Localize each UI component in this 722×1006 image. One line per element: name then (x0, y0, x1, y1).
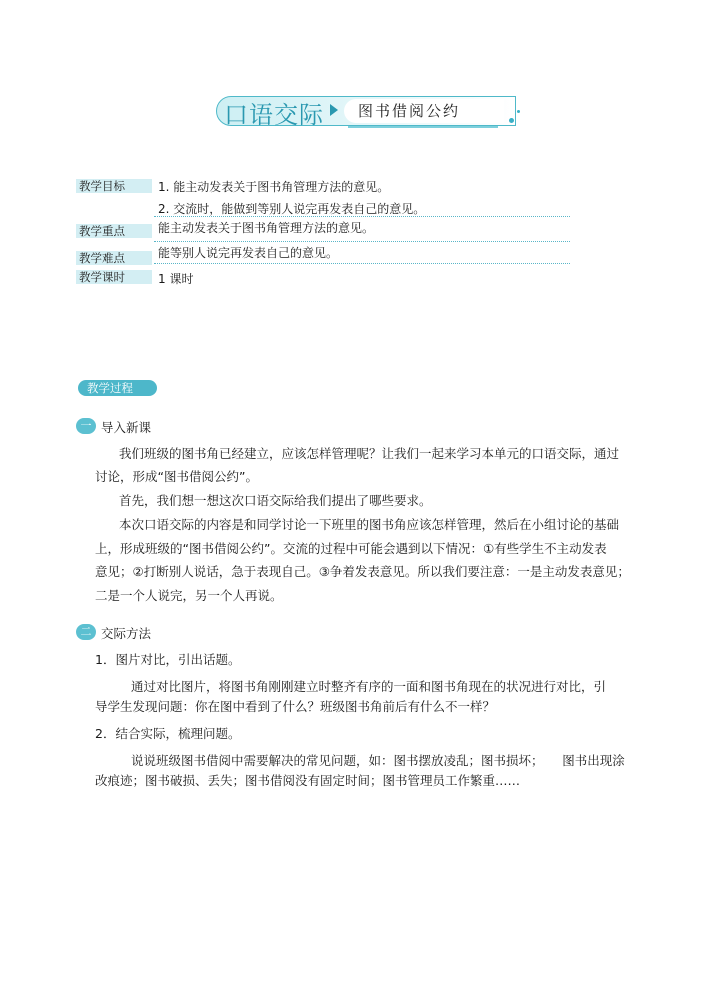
difficulty-label: 教学难点 (76, 251, 152, 265)
paragraph-line: 我们班级的图书角已经建立，应该怎样管理呢？让我们一起来学习本单元的口语交际，通过 (119, 446, 620, 461)
paragraph-line: 讨论，形成“图书借阅公约”。 (95, 469, 258, 484)
decorative-dot-icon (509, 118, 514, 123)
divider (154, 241, 570, 242)
goal-item-2: 2. 交流时，能做到等别人说完再发表自己的意见。 (158, 202, 426, 216)
decorative-dot-icon (517, 110, 520, 113)
banner-subtitle: 图书借阅公约 (344, 99, 504, 123)
key-point-label: 教学重点 (76, 224, 152, 238)
step-heading: 1．图片对比，引出话题。 (95, 652, 241, 667)
banner-title: 口语交际 (224, 101, 324, 129)
section-number-badge: 一 (76, 418, 96, 434)
goal-item-1: 1. 能主动发表关于图书角管理方法的意见。 (158, 180, 390, 194)
teaching-process-label: 教学过程 (78, 380, 157, 396)
goal-label: 教学目标 (76, 179, 152, 193)
section-number-badge: 二 (76, 624, 96, 640)
paragraph-line: 二是一个人说完，另一个人再说。 (95, 588, 283, 603)
paragraph-line: 改痕迹；图书破损、丢失；图书借阅没有固定时间；图书管理员工作繁重…… (95, 773, 521, 788)
paragraph-line: 本次口语交际的内容是和同学讨论一下班里的图书角应该怎样管理，然后在小组讨论的基础 (119, 517, 620, 532)
paragraph-line: 导学生发现问题：你在图中看到了什么？班级图书角前后有什么不一样？ (95, 699, 496, 714)
lesson-title-banner (208, 94, 508, 130)
section-title: 交际方法 (101, 626, 152, 641)
key-point-text: 能主动发表关于图书角管理方法的意见。 (158, 221, 375, 235)
step-heading: 2．结合实际，梳理问题。 (95, 726, 241, 741)
paragraph-line: 首先，我们想一想这次口语交际给我们提出了哪些要求。 (119, 493, 432, 508)
divider (154, 216, 570, 217)
divider (154, 263, 570, 264)
difficulty-text: 能等别人说完再发表自己的意见。 (158, 246, 339, 260)
section-title: 导入新课 (101, 420, 152, 435)
hours-label: 教学课时 (76, 270, 152, 284)
triangle-arrow-icon (330, 104, 338, 116)
hours-text: 1 课时 (158, 272, 194, 286)
paragraph-line: 意见；②打断别人说话，急于表现自己。③争着发表意见。所以我们要注意：一是主动发表意见； (95, 564, 630, 579)
paragraph-line: 上，形成班级的“图书借阅公约”。交流的过程中可能会遇到以下情况：①有些学生不主动发表 (95, 541, 607, 556)
banner-underline (348, 126, 498, 128)
paragraph-line: 说说班级图书借阅中需要解决的常见问题，如：图书摆放凌乱；图书损坏； 图书出现涂 (131, 753, 625, 768)
paragraph-line: 通过对比图片，将图书角刚刚建立时整齐有序的一面和图书角现在的状况进行对比，引 (131, 679, 607, 694)
